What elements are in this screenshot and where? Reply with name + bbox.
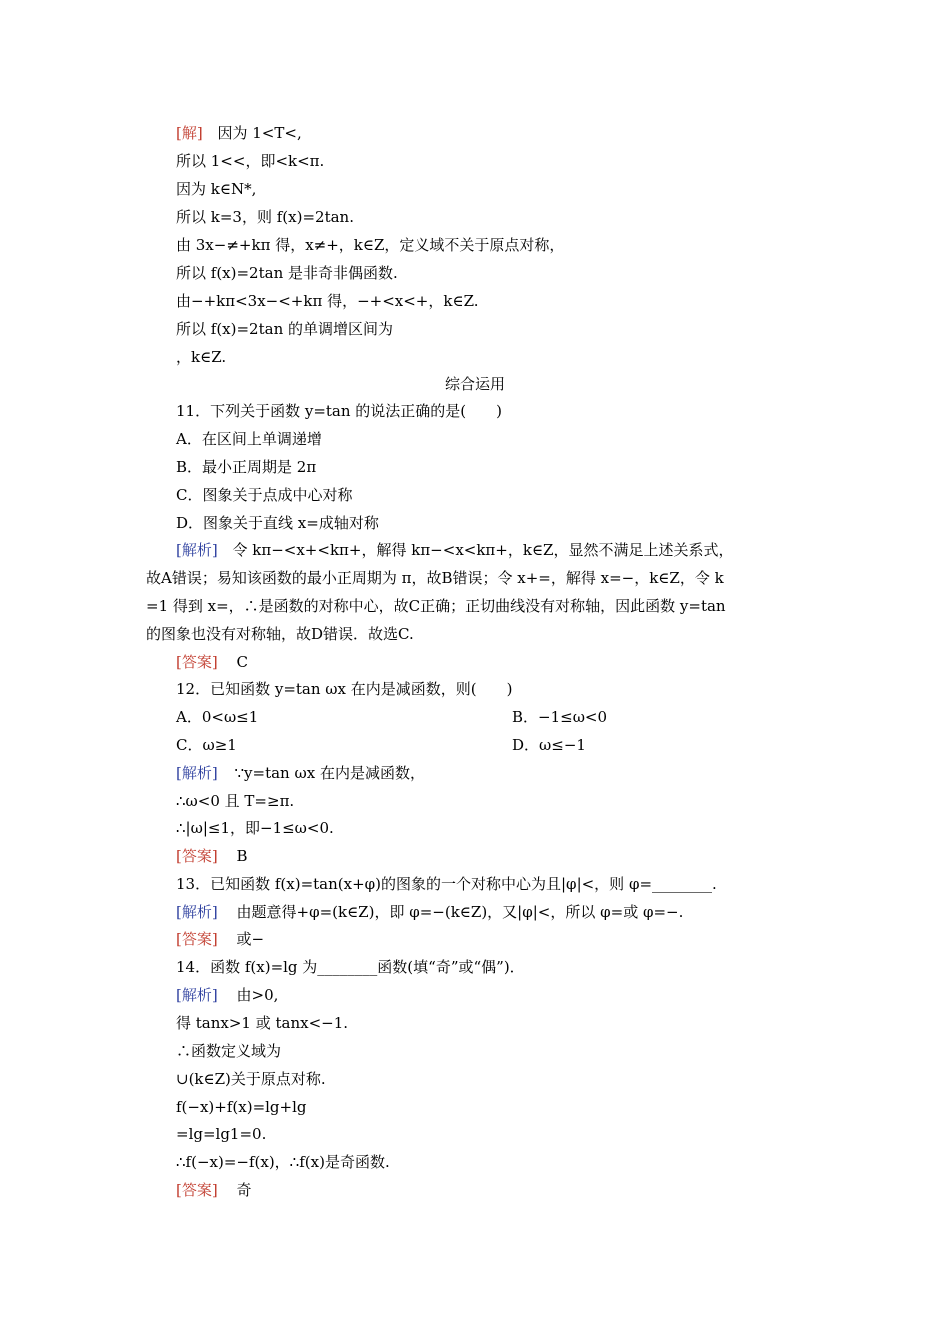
analysis-line (176, 763, 425, 783)
answer-value: B (236, 847, 248, 865)
option-c: C．ω≥1 (176, 736, 237, 754)
analysis-line: =lg=lg1=0. (176, 1125, 267, 1143)
answer-line (176, 1180, 252, 1200)
answer-tag: [答案] (176, 1181, 218, 1199)
answer-line (176, 846, 248, 866)
solution-line: 所以 f(x)=2tan 是非奇非偶函数. (176, 264, 398, 282)
question-stem: 14．函数 f(x)=lg 为________函数(填“奇”或“偶”)． (176, 958, 525, 976)
analysis-line (176, 540, 733, 560)
option-b: B．最小正周期是 2π (176, 458, 317, 476)
analysis-tag: [解析] (176, 541, 218, 559)
solution-text: 因为 1<T<, (217, 124, 302, 142)
answer-tag: [答案] (176, 930, 218, 948)
solution-line: ，k∈Z. (176, 348, 227, 366)
analysis-tag: [解析] (176, 903, 218, 921)
analysis-line: =1 得到 x=，∴是函数的对称中心，故C正确；正切曲线没有对称轴，因此函数 y=tan (146, 597, 726, 615)
answer-tag: [答案] (176, 653, 218, 671)
section-title: 综合运用 (444, 375, 505, 393)
answer-value: 奇 (236, 1181, 252, 1199)
analysis-text: ∵y=tan ωx 在内是减函数， (234, 764, 425, 782)
solution-line: 由 3x−≠+kπ 得，x≠+，k∈Z，定义域不关于原点对称， (176, 236, 565, 254)
solution-line: 所以 f(x)=2tan 的单调增区间为 (176, 320, 393, 338)
analysis-line: ∴|ω|≤1，即−1≤ω<0. (176, 819, 334, 837)
analysis-tag: [解析] (176, 986, 218, 1004)
option-b: B．−1≤ω<0 (512, 708, 608, 726)
analysis-tag: [解析] (176, 764, 218, 782)
analysis-text: 由题意得+φ=(k∈Z)，即 φ=−(k∈Z)，又|φ|<，所以 φ=或 φ=−. (236, 903, 684, 921)
solution-line (176, 123, 302, 143)
solution-tag: [解] (176, 124, 203, 142)
analysis-line: ∴ω<0 且 T=≥π. (176, 792, 295, 810)
option-d: D．图象关于直线 x=成轴对称 (176, 514, 379, 532)
answer-line (176, 929, 264, 949)
solution-line: 由−+kπ<3x−<+kπ 得，−+<x<+，k∈Z. (176, 292, 479, 310)
answer-line (176, 652, 248, 672)
option-a: A．在区间上单调递增 (176, 430, 322, 448)
analysis-line: ∪(k∈Z)关于原点对称. (176, 1070, 326, 1088)
analysis-line: 故A错误；易知该函数的最小正周期为 π，故B错误；令 x+=，解得 x=−，k∈Z，令 k (146, 569, 724, 587)
question-stem: 11．下列关于函数 y=tan 的说法正确的是( ) (176, 402, 503, 420)
solution-line: 所以 1<<，即<k<π. (176, 152, 325, 170)
question-stem: 12．已知函数 y=tan ωx 在内是减函数，则( ) (176, 680, 513, 698)
analysis-line (176, 902, 683, 922)
answer-tag: [答案] (176, 847, 218, 865)
solution-line: 因为 k∈N*, (176, 180, 257, 198)
analysis-text: 由>0, (236, 986, 279, 1004)
analysis-line: 得 tanx>1 或 tanx<−1. (176, 1014, 349, 1032)
answer-value: 或− (236, 930, 265, 948)
analysis-line: ∴f(−x)=−f(x)，∴f(x)是奇函数. (176, 1153, 390, 1171)
option-d: D．ω≤−1 (512, 736, 586, 754)
analysis-line: f(−x)+f(x)=lg+lg (176, 1098, 307, 1116)
question-stem: 13．已知函数 f(x)=tan(x+φ)的图象的一个对称中心为且|φ|<，则 φ=________. (176, 875, 717, 893)
answer-value: C (236, 653, 248, 671)
analysis-line (176, 985, 278, 1005)
analysis-line: ∴函数定义域为 (176, 1042, 282, 1060)
option-c: C．图象关于点成中心对称 (176, 486, 353, 504)
analysis-line: 的图象也没有对称轴，故D错误．故选C. (146, 625, 414, 643)
analysis-text: 令 kπ−<x+<kπ+，解得 kπ−<x<kπ+，k∈Z，显然不满足上述关系式， (232, 541, 734, 559)
option-a: A．0<ω≤1 (176, 708, 259, 726)
solution-line: 所以 k=3，则 f(x)=2tan. (176, 208, 354, 226)
